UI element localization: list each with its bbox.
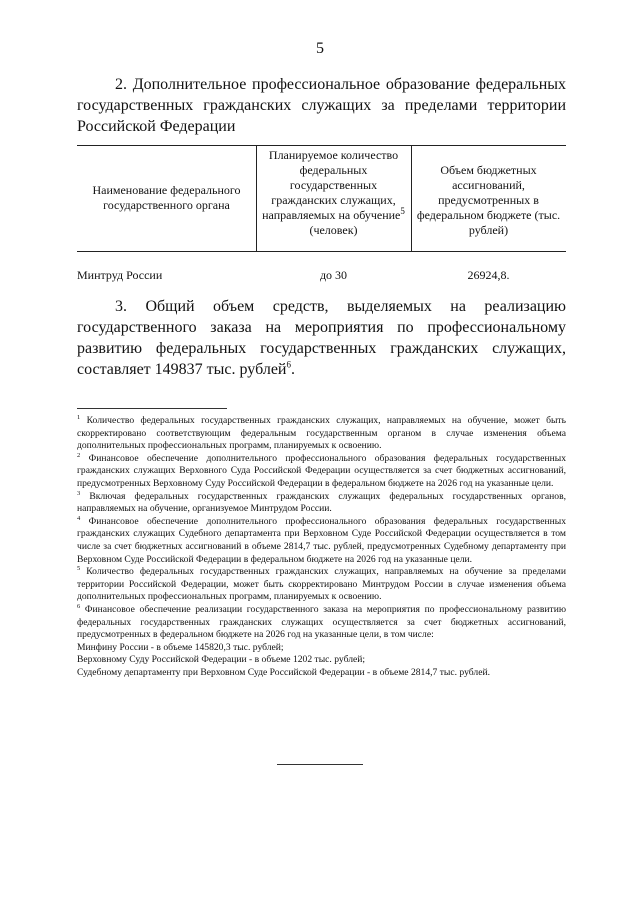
footnote-2 (77, 453, 566, 491)
footnote-6-item: Судебному департаменту при Верховном Суде Российской Федерации - в объеме 2814,7 тыс. рублей. (77, 666, 490, 678)
table-header-count-unit: (человек) (309, 223, 358, 237)
footnote-3 (77, 491, 566, 516)
table-top-rule (77, 145, 566, 146)
section-2-heading (77, 74, 566, 137)
footnote-ref-6: 6 (286, 359, 291, 370)
table-header-budget: Объем бюджетных ассигнований, предусмотренных в федеральном бюджете (тыс. рублей) (416, 163, 561, 237)
table-cell-count: до 30 (319, 268, 348, 282)
footnote-1 (77, 415, 566, 453)
footnote-separator (77, 408, 227, 409)
footnote-text: Финансовое обеспечение дополнительного профессионального образования федеральных государственных гражданских служащих Верховного Суда Российской Федерации осуществляется за счет бюджетных ассигнований, предусмотренных Верховному Суду Российской Федерации в федеральном бюджете на 2026 год на указанные цели. (77, 452, 566, 489)
table-cell-amount: 26924,8. (467, 268, 510, 282)
footnote-text: Включая федеральных государственных гражданских служащих федеральных государственных органов, направляемых на обучение, организуемое Минтрудом России. (77, 490, 566, 515)
table-cell-org: Минтруд России (77, 268, 163, 282)
section-3-text: Общий объем средств, выделяемых на реализацию государственного заказа на мероприятия по профессиональному развитию федеральных государственных гражданских служащих, составляет 149837 тыс. рублей (77, 298, 566, 378)
table-header-organ: Наименование федерального государственного органа (92, 183, 241, 212)
footnote-mark: 4 (77, 514, 81, 522)
footnote-5 (77, 566, 566, 604)
footnote-mark: 5 (77, 564, 81, 572)
footnote-ref-5: 5 (400, 206, 405, 216)
footnote-mark: 6 (77, 602, 81, 610)
footnote-mark: 1 (77, 413, 81, 421)
footnote-text: Количество федеральных государственных гражданских служащих, направляемых на обучение за пределами территории Российской Федерации, может быть скорректировано Минтрудом России в случае изменения объема дополнительных профессиональных программ, планируемых к освоению. (77, 566, 566, 603)
footnote-mark: 3 (77, 489, 81, 497)
footnote-text: Количество федеральных государственных гражданских служащих, направляемых на обучение, может быть скорректировано соответствующим федеральным государственным органом в случае изменения объема дополнительных профессиональных программ, планируемых к освоению. (77, 415, 566, 452)
closing-rule (277, 764, 363, 765)
section-3-end: . (290, 361, 295, 378)
table-header-count-text: Планируемое количество федеральных государственных гражданских служащих, направляемых на обучение (262, 148, 401, 222)
table-header-count (256, 148, 411, 238)
table-header-bottom-rule (77, 251, 566, 252)
page-number: 5 (316, 40, 324, 57)
footnote-6 (77, 604, 566, 642)
footnote-text: Финансовое обеспечение дополнительного профессионального образования федеральных государственных гражданских служащих Судебного департамента при Верховном Суде Российской Федерации осуществляется в том числе за счет бюджетных ассигнований в объеме 2814,7 тыс. рублей, предусмотренных Судебному департаменту при Верховном Суде Российской Федерации в федеральном бюджете на 2026 год на указанные цели. (77, 515, 566, 565)
footnotes (77, 415, 566, 679)
section-3-number: 3. (115, 298, 127, 315)
footnote-6-item: Верховному Суду Российской Федерации - в объеме 1202 тыс. рублей; (77, 654, 366, 666)
section-2-text: Дополнительное профессиональное образование федеральных государственных гражданских служащих за пределами территории Российской Федерации (77, 76, 567, 135)
footnote-mark: 2 (77, 451, 81, 459)
footnote-text: Финансовое обеспечение реализации государственного заказа на мероприятия по профессиональному развитию федеральных государственных гражданских служащих осуществляется за счет бюджетных ассигнований, предусмотренных в федеральном бюджете на 2026 год на указанные цели, в том числе: (77, 603, 566, 641)
footnote-4 (77, 516, 566, 566)
section-3-paragraph (77, 296, 566, 380)
section-2-number: 2. (115, 76, 127, 93)
footnote-6-item: Минфину России - в объеме 145820,3 тыс. рублей; (77, 641, 284, 653)
